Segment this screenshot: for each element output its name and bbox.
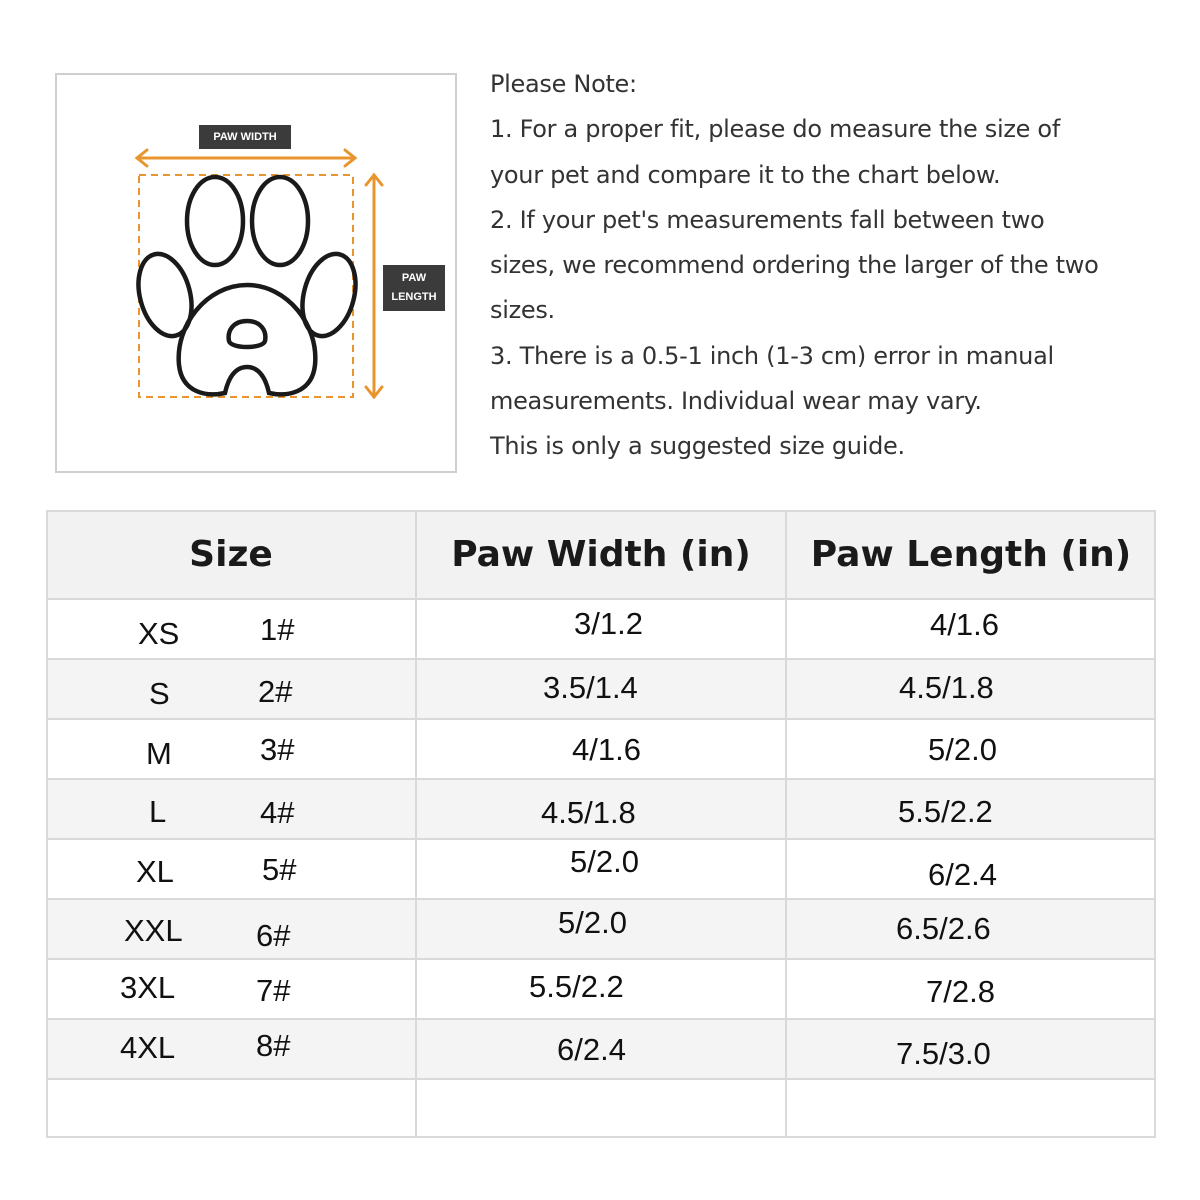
size-label: XS [138, 616, 180, 651]
paw-width-value: 6/2.4 [557, 1032, 626, 1067]
paw-width-value: 5/2.0 [570, 844, 639, 879]
size-label: M [146, 736, 172, 771]
note-line: 1. For a proper fit, please do measure the size of [490, 115, 1060, 144]
note-line: your pet and compare it to the chart below. [490, 160, 1001, 189]
size-number: 2# [258, 674, 293, 709]
note-line: sizes. [490, 296, 555, 325]
size-number: 4# [260, 795, 295, 830]
paw-length-value: 7.5/3.0 [896, 1036, 991, 1071]
size-label: 3XL [120, 970, 176, 1005]
header-size: Size [189, 533, 273, 575]
paw-width-arrow [137, 150, 355, 166]
note-line: 2. If your pet's measurements fall between two [490, 205, 1045, 234]
paw-length-value: 5/2.0 [928, 732, 997, 767]
paw-width-value: 3/1.2 [574, 606, 643, 641]
note-line: Please Note: [490, 70, 637, 98]
size-number: 5# [262, 852, 297, 887]
size-table [46, 510, 1156, 1138]
paw-width-value: 4/1.6 [572, 732, 641, 767]
paw-length-label-line2: LENGTH [391, 291, 437, 303]
note-line: sizes, we recommend ordering the larger of the two [490, 251, 1099, 280]
size-label: 4XL [120, 1030, 176, 1065]
size-label: XXL [124, 913, 183, 948]
note-line: 3. There is a 0.5-1 inch (1-3 cm) error in manual [490, 341, 1054, 370]
size-number: 8# [256, 1028, 291, 1063]
note-line: measurements. Individual wear may vary. [490, 387, 982, 416]
header-paw-width: Paw Width (in) [451, 533, 751, 575]
paw-length-label [383, 265, 445, 311]
paw-length-value: 7/2.8 [926, 974, 995, 1009]
paw-width-value: 5/2.0 [558, 905, 627, 940]
paw-width-value: 4.5/1.8 [541, 795, 636, 830]
paw-length-value: 5.5/2.2 [898, 794, 993, 829]
paw-width-value: 3.5/1.4 [543, 670, 638, 705]
size-number: 3# [260, 732, 295, 767]
size-number: 1# [260, 612, 295, 647]
paw-length-value: 4.5/1.8 [899, 670, 994, 705]
size-label: L [149, 794, 167, 829]
paw-length-value: 4/1.6 [930, 607, 999, 642]
note-line: This is only a suggested size guide. [490, 432, 905, 461]
size-notes [490, 62, 1190, 470]
paw-width-label: PAW WIDTH [199, 125, 291, 149]
header-paw-length: Paw Length (in) [810, 533, 1132, 575]
size-number: 6# [256, 918, 291, 953]
size-label: S [149, 676, 170, 711]
paw-length-arrow [366, 175, 382, 397]
paw-width-value: 5.5/2.2 [529, 969, 624, 1004]
size-number: 7# [256, 973, 291, 1008]
size-label: XL [136, 854, 174, 889]
paw-length-value: 6.5/2.6 [896, 911, 991, 946]
paw-length-label-line1: PAW [401, 272, 427, 284]
paw-length-value: 6/2.4 [928, 857, 997, 892]
paw-icon [130, 177, 364, 394]
paw-diagram [55, 73, 457, 473]
